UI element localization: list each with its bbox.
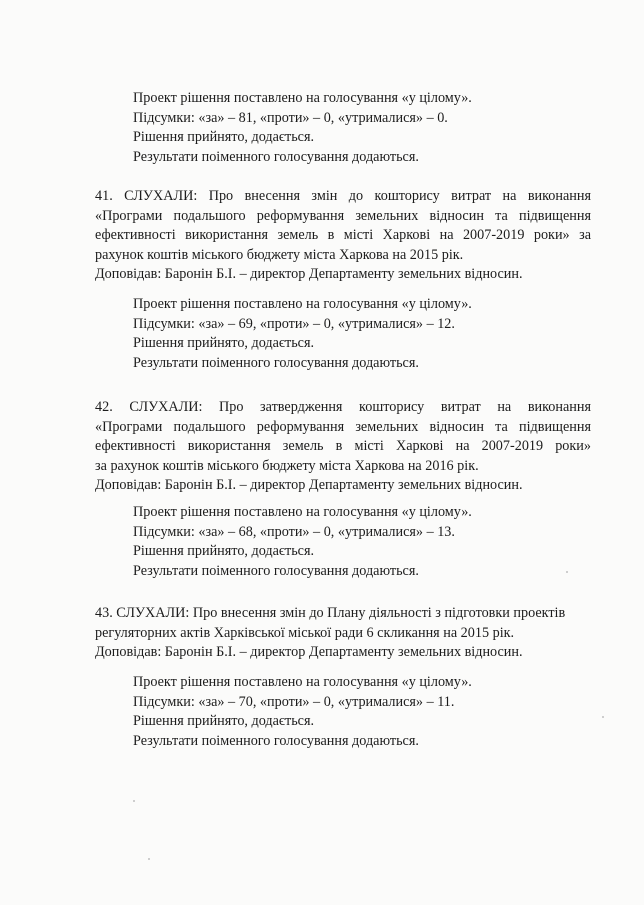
put-to-vote-text: Проект рішення поставлено на голосування «у цілому».	[133, 674, 472, 690]
result-block-top	[133, 89, 472, 167]
agenda-item-43	[95, 604, 591, 663]
item-text-line: 42. СЛУХАЛИ: Про затвердження кошторису витрат на виконання	[95, 399, 591, 415]
scan-speck	[566, 571, 568, 573]
item-text-line: «Програми подальшого реформування земельних відносин та підвищення	[95, 207, 591, 224]
item-text-line: регуляторних актів Харківської міської ради 6 скликання на 2015 рік.	[95, 624, 515, 641]
item-text-line: за рахунок коштів міського бюджету міста Харкова на 2016 рік.	[95, 457, 479, 474]
scan-speck	[148, 858, 150, 860]
roll-call-text: Результати поіменного голосування додаються.	[133, 148, 419, 165]
item-text-line: 41. СЛУХАЛИ: Про внесення змін до кошторису витрат на виконання	[95, 188, 591, 204]
agenda-item-41	[95, 187, 591, 285]
item-text-line: ефективності використання земель в місті Харкові на 2007-2019 роки»	[95, 438, 591, 455]
roll-call-text: Результати поіменного голосування додаються.	[133, 562, 419, 579]
vote-summary: Підсумки: «за» – 81, «проти» – 0, «утрималися» – 0.	[133, 109, 448, 126]
result-block-41	[133, 295, 472, 373]
put-to-vote-text: Проект рішення поставлено на голосування «у цілому».	[133, 504, 472, 520]
vote-summary: Підсумки: «за» – 69, «проти» – 0, «утрималися» – 12.	[133, 315, 455, 332]
scan-speck	[602, 716, 604, 718]
item-text-line: «Програми подальшого реформування земельних відносин та підвищення	[95, 418, 591, 435]
decision-text: Рішення прийнято, додається.	[133, 129, 315, 146]
roll-call-text: Результати поіменного голосування додаються.	[133, 732, 419, 749]
decision-text: Рішення прийнято, додається.	[133, 335, 315, 352]
item-text-line: ефективності використання земель в місті Харкові на 2007-2019 роки» за	[95, 227, 591, 244]
vote-summary: Підсумки: «за» – 70, «проти» – 0, «утрималися» – 11.	[133, 693, 455, 710]
roll-call-text: Результати поіменного голосування додаються.	[133, 354, 419, 371]
decision-text: Рішення прийнято, додається.	[133, 543, 315, 560]
agenda-item-42	[95, 398, 591, 496]
item-text-line: рахунок коштів міського бюджету міста Харкова на 2015 рік.	[95, 246, 464, 263]
speaker-line: Доповідав: Баронін Б.І. – директор Департаменту земельних відносин.	[95, 644, 523, 661]
speaker-line: Доповідав: Баронін Б.І. – директор Департаменту земельних відносин.	[95, 266, 523, 283]
item-text-line: 43. СЛУХАЛИ: Про внесення змін до Плану діяльності з підготовки проектів	[95, 605, 566, 621]
put-to-vote-text: Проект рішення поставлено на голосування «у цілому».	[133, 90, 472, 106]
result-block-43	[133, 673, 472, 751]
scan-speck	[133, 800, 135, 802]
vote-summary: Підсумки: «за» – 68, «проти» – 0, «утрималися» – 13.	[133, 523, 455, 540]
result-block-42	[133, 503, 472, 581]
speaker-line: Доповідав: Баронін Б.І. – директор Департаменту земельних відносин.	[95, 477, 523, 494]
put-to-vote-text: Проект рішення поставлено на голосування «у цілому».	[133, 296, 472, 312]
decision-text: Рішення прийнято, додається.	[133, 713, 315, 730]
